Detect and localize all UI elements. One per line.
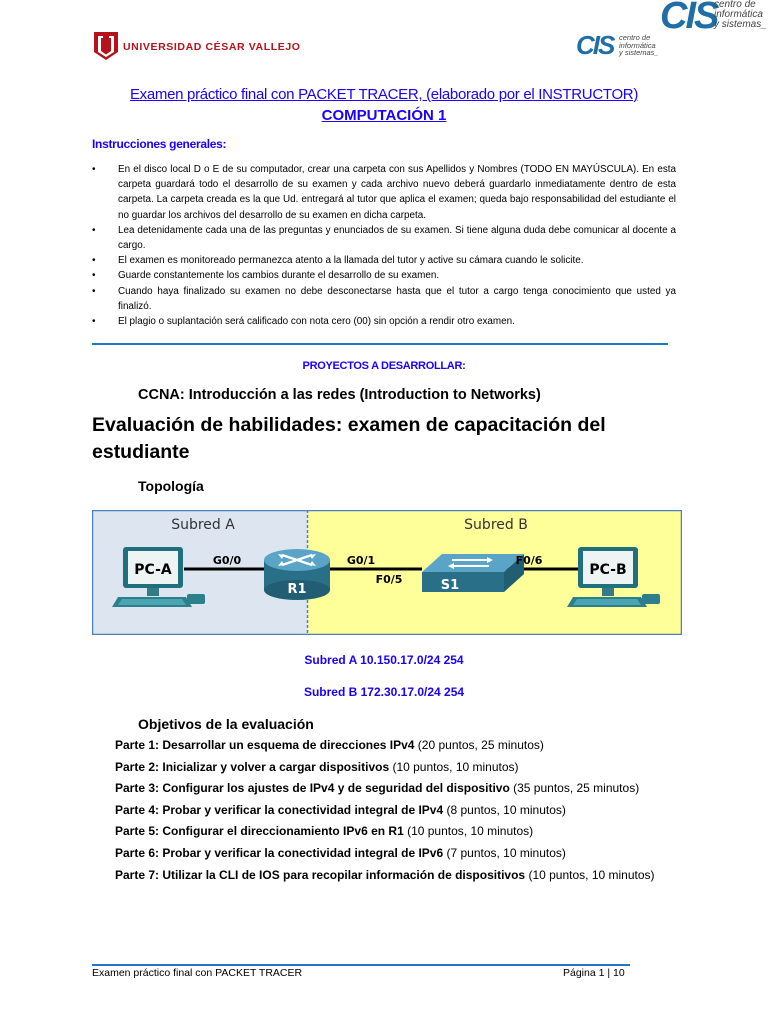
list-item: • Cuando haya finalizado su examen no debe desconectarse hasta que el tutor a cargo tenga conocimiento que usted ya finalizó. — [92, 284, 676, 314]
subnet-b-text: Subred B 172.30.17.0/24 254 — [303, 685, 465, 699]
port-label: G0/1 — [346, 554, 376, 567]
list-item: Parte 7: Utilizar la CLI de IOS para recopilar información de dispositivos (10 puntos, 10 minutos) — [115, 867, 655, 882]
pc-a-label: PC-A — [134, 562, 172, 578]
exam-title: Examen práctico final con PACKET TRACER, (elaborado por el INSTRUCTOR) — [129, 86, 639, 103]
ucv-logo — [94, 32, 301, 60]
projects-heading: PROYECTOS A DESARROLLAR: — [302, 360, 466, 372]
list-item: • En el disco local D o E de su computador, crear una carpeta con sus Apellidos y Nombres (TODO EN MAYÚSCULA). En esta carpeta guardará todo el desarrollo de su examen y cada archivo nuevo deberá guardarlo inmediatamente dentro de esta carpeta. La carpeta creada es la que Ud. entregará al tutor que aplica el examen; queda bajo responsabilidad del estudiante el no guardar los archivos del desarrollo de su examen en dicha carpeta. — [92, 162, 676, 223]
instructions-heading: Instrucciones generales: — [92, 137, 227, 151]
topology-heading: Topología — [138, 478, 204, 494]
cis-logo-text: centro de informática y sistemas_ — [714, 0, 767, 30]
subnet-a-text: Subred A 10.150.17.0/24 254 — [304, 653, 464, 667]
list-item: • Lea detenidamente cada una de las preguntas y enunciados de su examen. Si tiene alguna duda debe comunicar al docente a cargo. — [92, 223, 676, 253]
footer-divider — [92, 964, 630, 966]
router-label: R1 — [287, 582, 307, 597]
subnet-a-label: Subred A — [171, 517, 235, 533]
network-topology-diagram — [92, 510, 682, 635]
list-item: Parte 5: Configurar el direccionamiento IPv6 en R1 (10 puntos, 10 minutos) — [115, 824, 534, 839]
list-item: Parte 1: Desarrollar un esquema de direcciones IPv4 (20 puntos, 25 minutos) — [115, 738, 544, 752]
port-label: G0/0 — [212, 554, 242, 567]
objectives-list — [115, 738, 660, 889]
course-title: COMPUTACIÓN 1 — [321, 107, 447, 124]
ucv-logo-text: UNIVERSIDAD CÉSAR VALLEJO — [123, 41, 301, 53]
evaluation-title: Evaluación de habilidades: examen de capacitación del estudiante — [92, 414, 606, 463]
objectives-heading: Objetivos de la evaluación — [138, 716, 314, 732]
port-label: F0/6 — [515, 554, 543, 567]
footer-title: Examen práctico final con PACKET TRACER — [92, 967, 303, 979]
cis-logo-document — [576, 30, 659, 60]
divider — [92, 343, 668, 345]
list-item: • El plagio o suplantación será calificado con nota cero (00) sin opción a rendir otro examen. — [92, 314, 676, 329]
cis-logo-top — [660, 0, 767, 37]
list-item: Parte 3: Configurar los ajustes de IPv4 y de seguridad del dispositivo (35 puntos, 25 minutos) — [115, 781, 640, 796]
switch-icon — [422, 554, 524, 592]
list-item: Parte 4: Probar y verificar la conectividad integral de IPv4 (8 puntos, 10 minutos) — [115, 802, 566, 817]
port-label: F0/5 — [375, 573, 403, 586]
switch-label: S1 — [440, 578, 460, 593]
list-item: • Guarde constantemente los cambios durante el desarrollo de su examen. — [92, 268, 676, 283]
list-item: • El examen es monitoreado permanezca atento a la llamada del tutor y active su cámara cuando le solicite. — [92, 253, 676, 268]
cis-mark: CIS — [660, 0, 718, 37]
ccna-heading: CCNA: Introducción a las redes (Introduction to Networks) — [138, 387, 541, 403]
cis-logo-text: centro de informática y sistemas_ — [619, 33, 659, 57]
page-number: Página 1 | 10 — [563, 967, 625, 979]
list-item: Parte 6: Probar y verificar la conectividad integral de IPv6 (7 puntos, 10 minutos) — [115, 845, 566, 860]
pc-b-label: PC-B — [589, 562, 627, 578]
instructions-list — [92, 162, 676, 329]
cis-mark: CIS — [576, 30, 614, 60]
list-item: Parte 2: Inicializar y volver a cargar dispositivos (10 puntos, 10 minutos) — [115, 759, 519, 774]
subnet-b-label: Subred B — [464, 517, 528, 533]
ucv-shield-icon — [94, 32, 118, 60]
